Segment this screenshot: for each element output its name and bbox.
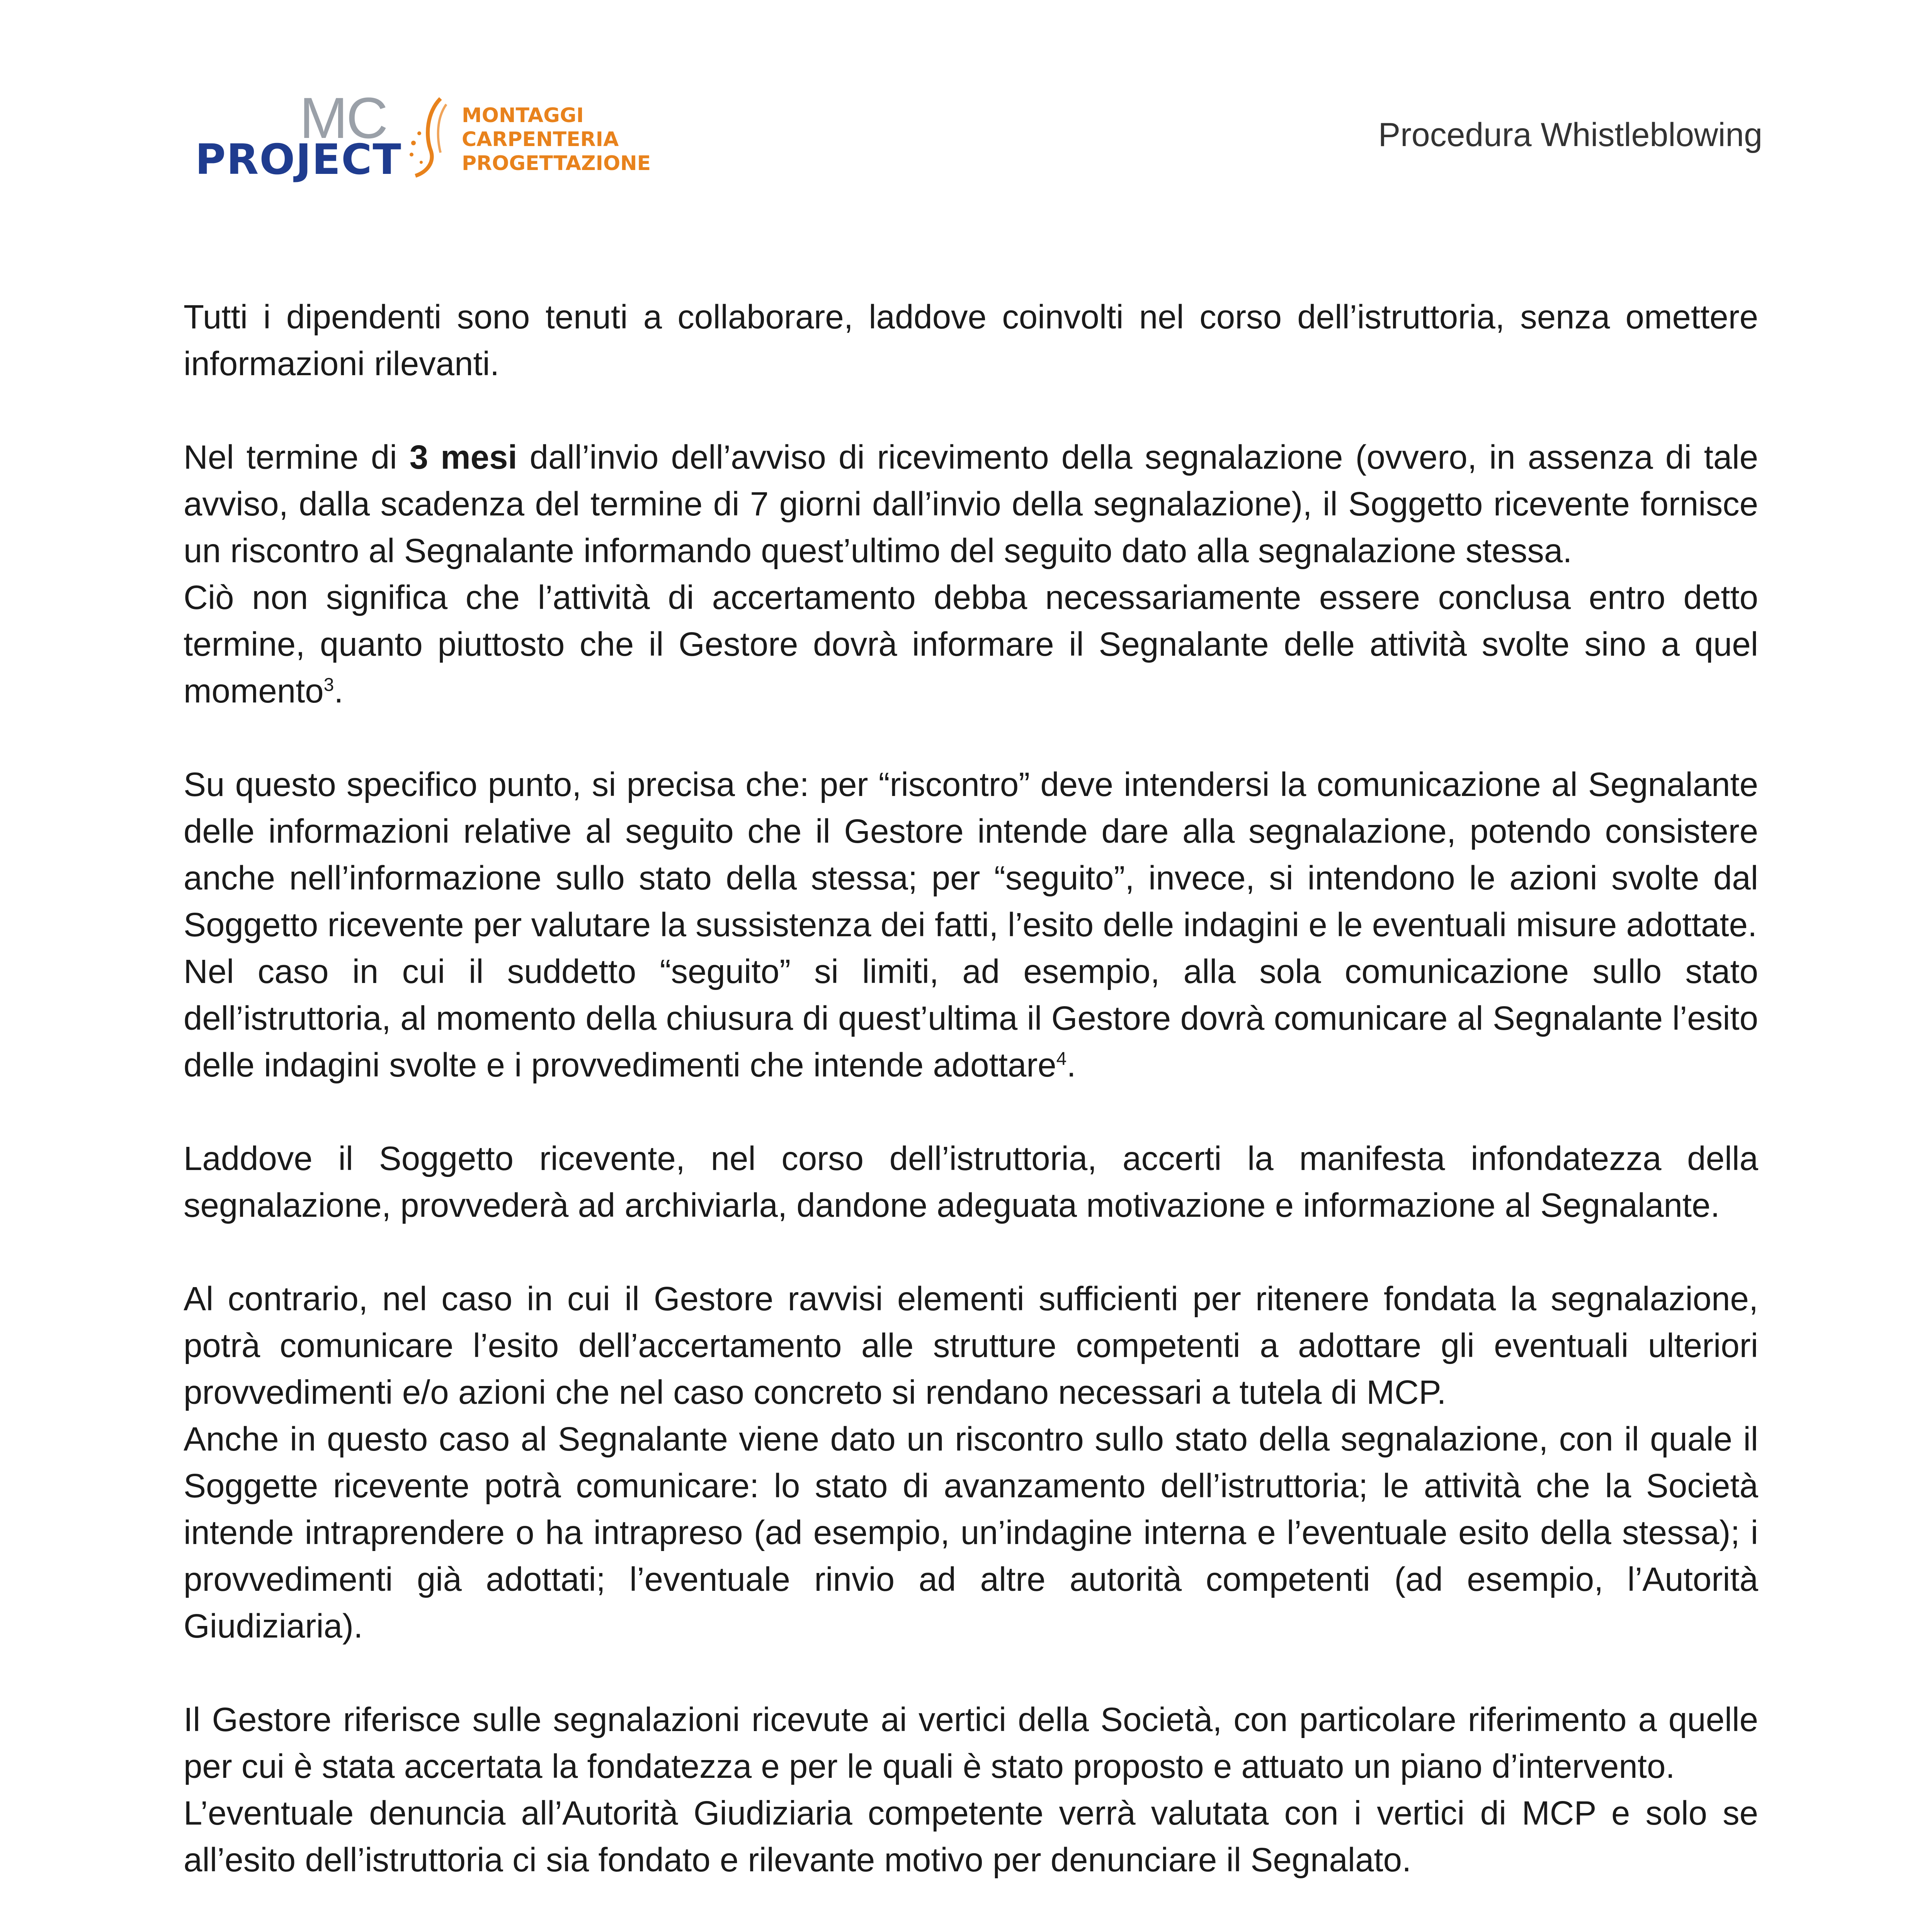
logo-mc-text: MC	[299, 85, 387, 150]
paragraph-text: Anche in questo caso al Segnalante viene dato un riscontro sullo stato della segnalazione, con il quale il Soggette ricevente potrà comunicare: lo stato di avanzamento dell’istruttoria; le attività che la Società intende intraprendere o ha intrapreso (ad esempio, un’indagine interna e l’eventuale esito della stessa); i provvedimenti già adottati; l’eventuale rinvio ad altre autorità competenti (ad esempio, l’Autorità Giudiziaria).	[184, 1420, 1758, 1645]
paragraph-text: Laddove il Soggetto ricevente, nel corso dell’istruttoria, accerti la manifesta infondatezza della segnalazione, provvederà ad archiviarla, dandone adeguata motivazione e informazione al Segnalante.	[184, 1140, 1758, 1224]
document-title: Procedura Whistleblowing	[1378, 116, 1762, 153]
paragraph-text	[184, 574, 1758, 714]
footnote-ref[interactable]: 3	[323, 675, 334, 695]
paragraph-text	[184, 948, 1758, 1088]
company-logo	[195, 85, 651, 184]
paragraph-text: Su questo specifico punto, si precisa che: per “riscontro” deve intendersi la comunicazione al Segnalante delle informazioni relative al seguito che il Gestore intende dare alla segnalazione, potendo consistere anche nell’informazione sullo stato della stessa; per “seguito”, invece, si intendono le azioni svolte dal Soggetto ricevente per valutare la sussistenza dei fatti, l’esito delle indagini e le eventuali misure adottate.	[184, 766, 1758, 944]
footnote-ref[interactable]: 4	[1056, 1049, 1067, 1069]
paragraph-text	[184, 434, 1758, 574]
text-run: Ciò non significa che l’attività di accertamento debba necessariamente essere conclusa entro detto termine, quanto piuttosto che il Gestore dovrà informare il Segnalante delle attività svolte sino a quel momento	[184, 579, 1758, 710]
text-run: Nel caso in cui il suddetto “seguito” si limiti, ad esempio, alla sola comunicazione sullo stato dell’istruttoria, al momento della chiusura di quest’ultima il Gestore dovrà comunicare al Segnalante l’esito delle indagini svolte e i provvedimenti che intende adottare	[184, 953, 1758, 1084]
logo-spark-icon	[404, 97, 458, 178]
logo-project-text: PROJECT	[195, 136, 402, 184]
document-body	[184, 294, 1758, 1930]
paragraph-group	[184, 761, 1758, 1088]
logo-tagline-line: PROGETTAZIONE	[462, 152, 651, 175]
text-run: .	[334, 672, 344, 710]
paragraph-text: Tutti i dipendenti sono tenuti a collaborare, laddove coinvolti nel corso dell’istruttoria, senza omettere informazioni rilevanti.	[184, 298, 1758, 383]
paragraph	[184, 294, 1758, 387]
logo-tagline-line: MONTAGGI	[462, 104, 584, 127]
paragraph-group	[184, 434, 1758, 714]
paragraph-text: Al contrario, nel caso in cui il Gestore ravvisi elementi sufficienti per ritenere fondata la segnalazione, potrà comunicare l’esito dell’accertamento alle strutture competenti a adottare gli eventuali ulteriori provvedimenti e/o azioni che nel caso concreto si rendano necessari a tutela di MCP.	[184, 1280, 1758, 1411]
paragraph	[184, 1135, 1758, 1229]
text-run: Nel termine di	[184, 439, 410, 476]
text-run: .	[1067, 1046, 1076, 1084]
paragraph-group	[184, 1276, 1758, 1650]
paragraph-text: Il Gestore riferisce sulle segnalazioni ricevute ai vertici della Società, con particolare riferimento a quelle per cui è stata accertata la fondatezza e per le quali è stato proposto e attuato un piano d’intervento.	[184, 1701, 1758, 1785]
bold-term: 3 mesi	[409, 439, 517, 476]
logo-tagline-line: CARPENTERIA	[462, 128, 619, 151]
paragraph-group	[184, 1696, 1758, 1883]
logo-tagline	[462, 104, 651, 175]
paragraph-text: L’eventuale denuncia all’Autorità Giudiziaria competente verrà valutata con i vertici di MCP e solo se all’esito dell’istruttoria ci sia fondato e rilevante motivo per denunciare il Segnalato.	[184, 1794, 1758, 1879]
text-run: dall’invio dell’avviso di ricevimento della segnalazione (ovvero, in assenza di tale avviso, dalla scadenza del termine di 7 giorni dall’invio della segnalazione), il Soggetto ricevente fornisce un riscontro al Segnalante informando quest’ultimo del seguito dato alla segnalazione stessa.	[184, 439, 1759, 570]
